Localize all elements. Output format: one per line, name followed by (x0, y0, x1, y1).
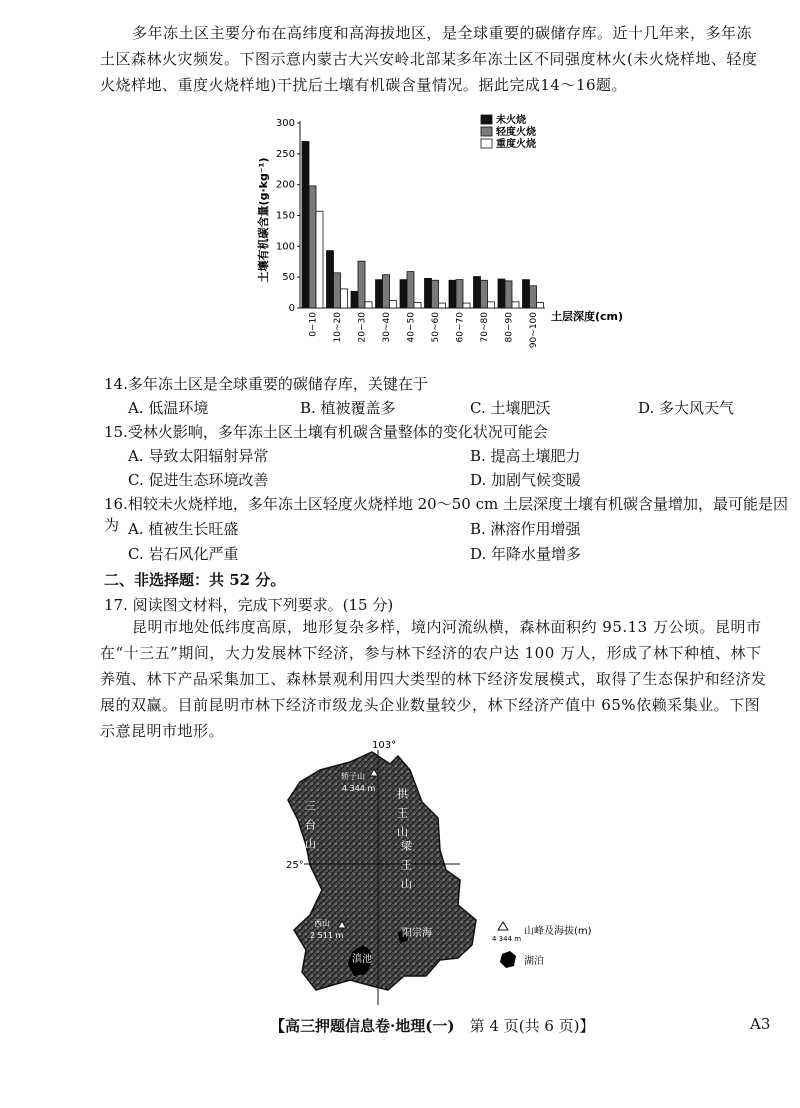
chart-y-tick-label: 100 (275, 241, 295, 253)
chart-x-tick-label: 80~90 (504, 312, 515, 343)
chart-bar (530, 286, 537, 308)
chart-x-label: 土层深度(cm) (551, 310, 624, 323)
chart-bar (341, 289, 348, 308)
chart-legend-label: 未火烧 (496, 115, 526, 126)
chart-bar (537, 302, 544, 308)
legend-lake-icon (500, 951, 516, 968)
chart-y-tick-label: 50 (282, 272, 295, 284)
longitude-label: 103° (372, 740, 397, 751)
chart-x-tick-label: 10~20 (333, 312, 343, 343)
chart-bar (432, 280, 439, 308)
footer-page: 第 4 页(共 6 页)】 (469, 1017, 595, 1035)
chart-x-tick-label: 90~100 (529, 312, 539, 349)
q16-option-d: D. 年降水量增多 (470, 545, 582, 563)
q15-option-d: D. 加剧气候变暖 (470, 471, 582, 489)
map-legend (488, 920, 618, 980)
page-footer (270, 1015, 595, 1036)
chart-bar (474, 277, 481, 308)
chart-bar (351, 291, 358, 308)
lake-dianchi-label: 滇池 (352, 954, 372, 965)
chart-bar (309, 186, 316, 308)
intro-paragraph (100, 20, 765, 98)
section-2-heading: 二、非选择题：共 52 分。 (104, 571, 286, 589)
legend-peak-icon (498, 922, 508, 930)
chart-bar (523, 280, 530, 308)
chart-bar (327, 251, 334, 308)
soil-carbon-bar-chart (255, 110, 624, 350)
chart-x-tick-label: 60~70 (455, 312, 466, 343)
q15-option-c: C. 促进生态环境改善 (128, 471, 269, 489)
question-15-stem: 15.受林火影响，多年冻土区土壤有机碳含量整体的变化状况可能会 (104, 423, 548, 441)
chart-legend-swatch (481, 127, 492, 136)
chart-x-tick-label: 0~10 (308, 312, 319, 337)
chart-bar (414, 302, 421, 308)
legend-peak-label: 山峰及海拔(m) (524, 926, 592, 937)
chart-bar (390, 301, 397, 308)
q16-option-c: C. 岩石风化严重 (128, 545, 239, 563)
q14-option-a: A. 低温环境 (128, 399, 209, 417)
legend-lake-label: 湖泊 (524, 956, 544, 967)
chart-legend-label: 轻度火烧 (496, 127, 536, 138)
chart-bar (456, 280, 463, 308)
q14-option-c: C. 土壤肥沃 (470, 399, 551, 417)
q17-text: 昆明市地处低纬度高原，地形复杂多样，境内河流纵横，森林面积约 95.13 万公顷。昆明市在“十三五”期间，大力发展林下经济，参与林下经济的农户达 100 万人，形成了林下种植、林下养殖、林下产品采集加工、森林景观利用四大类型的林下经济发展模式，取得了生态保护和经济发展的双赢。目前昆明市林下经济市级龙头企业数量较少，林下经济产值中 65%依赖采集业。下图示意昆明市地形。 (100, 618, 767, 740)
chart-y-tick-label: 0 (288, 303, 295, 314)
chart-bar (334, 273, 341, 308)
q14-option-b: B. 植被覆盖多 (300, 399, 396, 417)
chart-y-tick-label: 300 (275, 118, 295, 129)
question-16-stem: 16.相较未火烧样地，多年冻土区轻度火烧样地 20～50 cm 土层深度土壤有机碳含量增加，最可能是因为 (104, 495, 788, 534)
peak2-name: 西山 (314, 919, 330, 928)
chart-bar (505, 281, 512, 308)
chart-bar (383, 275, 390, 308)
q16-option-a: A. 植被生长旺盛 (128, 520, 239, 538)
peak1-elevation: 4 344 m (342, 784, 376, 793)
chart-y-tick-label: 150 (275, 210, 295, 222)
mountain-range-gongwang: 拱王山 (395, 788, 409, 845)
chart-bar (481, 280, 488, 308)
chart-bar (512, 302, 519, 308)
mountain-range-santai: 三台山 (303, 800, 317, 857)
chart-bar (498, 279, 505, 308)
footer-title: 【高三押题信息卷·地理(一) (270, 1017, 455, 1035)
chart-x-tick-label: 40~50 (406, 312, 417, 343)
chart-x-tick-label: 70~80 (480, 312, 490, 343)
peak1-name: 轿子山 (341, 772, 365, 781)
q15-option-a: A. 导致太阳辐射异常 (128, 447, 269, 465)
page-code: A3 (750, 1015, 771, 1033)
chart-x-tick-label: 50~60 (431, 312, 441, 343)
chart-bar (302, 142, 309, 309)
chart-bar (365, 302, 372, 308)
chart-bar (376, 280, 383, 308)
chart-legend-label: 重度火烧 (496, 139, 536, 150)
chart-bar (316, 211, 323, 308)
chart-x-tick-label: 20~30 (357, 312, 368, 343)
lake-yangzonghai-label: 阳宗海 (402, 928, 432, 939)
q17-material (100, 614, 768, 744)
chart-bar (400, 280, 407, 308)
q15-option-b: B. 提高土壤肥力 (470, 447, 581, 465)
mountain-range-liangwang: 梁王山 (399, 840, 413, 897)
intro-text: 多年冻土区主要分布在高纬度和高海拔地区，是全球重要的碳储存库。近十几年来，多年冻土区森林火灾频发。下图示意内蒙古大兴安岭北部某多年冻土区不同强度林火(未火烧样地、轻度火烧样地、重度火烧样地)干扰后土壤有机碳含量情况。据此完成14～16题。 (100, 24, 758, 94)
chart-bar (425, 278, 432, 308)
chart-y-tick-label: 200 (275, 179, 295, 191)
chart-legend-swatch (481, 139, 492, 148)
kunming-land-area (288, 752, 476, 990)
question-14-stem: 14.多年冻土区是全球重要的碳储存库，关键在于 (104, 375, 428, 393)
chart-bar (358, 261, 365, 308)
chart-bar (439, 303, 446, 308)
chart-bar (488, 302, 495, 308)
chart-y-label: 土壤有机碳含量(g·kg⁻¹) (257, 157, 270, 283)
latitude-label: 25° (286, 860, 304, 871)
chart-y-tick-label: 250 (275, 148, 295, 160)
q14-option-d: D. 多大风天气 (638, 399, 735, 417)
question-17-heading: 17. 阅读图文材料，完成下列要求。(15 分) (104, 596, 394, 614)
chart-bar (407, 272, 414, 308)
q16-option-b: B. 淋溶作用增强 (470, 520, 581, 538)
peak2-elevation: 2 511 m (310, 931, 344, 940)
chart-bar (449, 280, 456, 308)
legend-peak-elevation: 4 344 m (492, 935, 522, 943)
chart-legend-swatch (481, 115, 492, 124)
chart-bar (463, 303, 470, 308)
chart-x-tick-label: 30~40 (382, 312, 392, 343)
